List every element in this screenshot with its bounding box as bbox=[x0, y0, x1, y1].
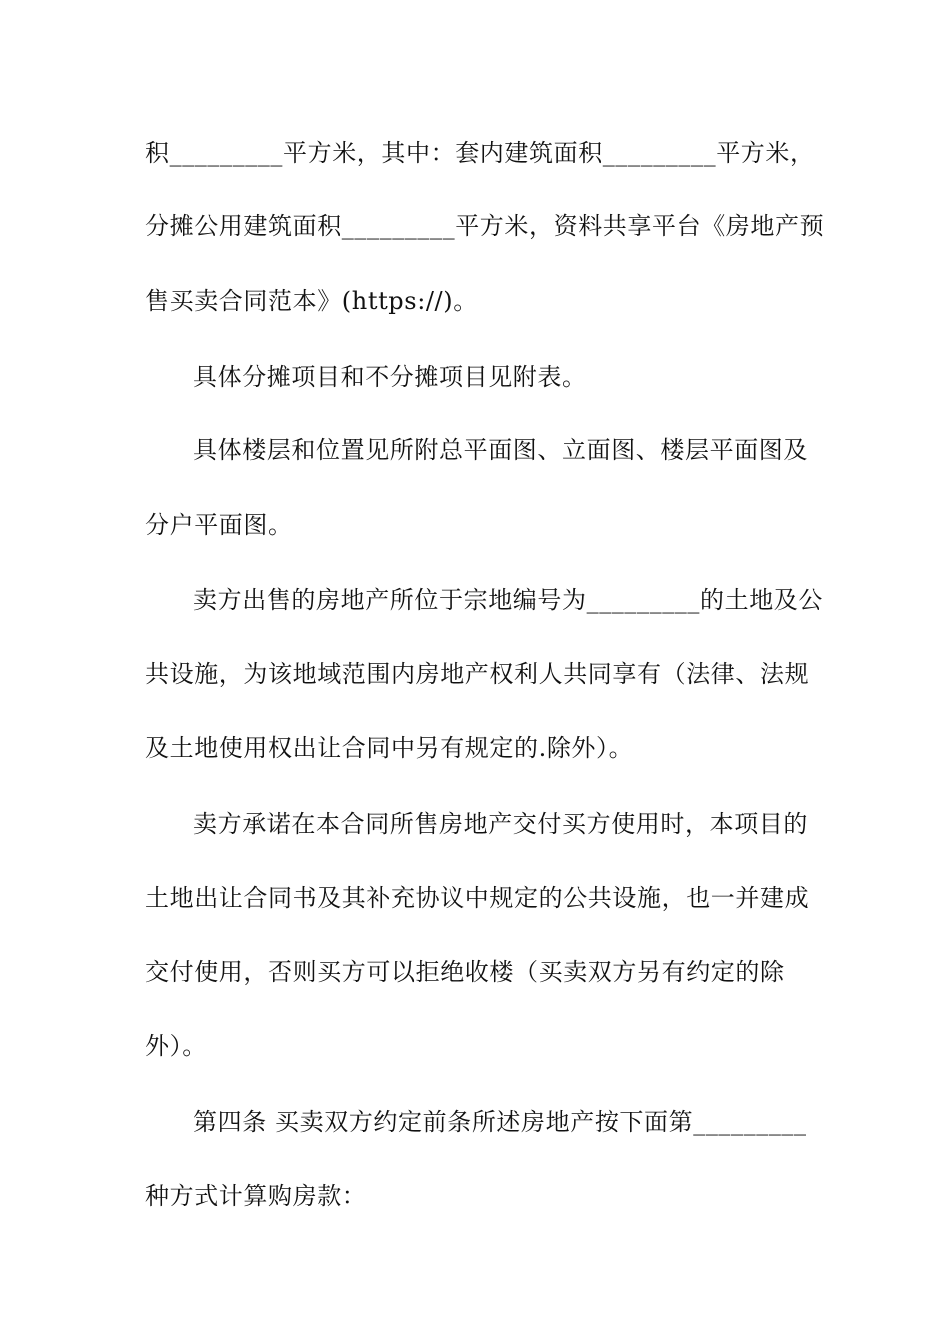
text-line: 售买卖合同范本》(https://)。 bbox=[145, 287, 478, 315]
text-line: 土地出让合同书及其补充协议中规定的公共设施，也一并建成 bbox=[145, 884, 810, 912]
text-line: 共设施，为该地域范围内房地产权利人共同享有（法律、法规 bbox=[145, 660, 810, 688]
article-heading-line: 第四条 买卖双方约定前条所述房地产按下面第_________ bbox=[193, 1108, 807, 1136]
text-line: 交付使用，否则买方可以拒绝收楼（买卖双方另有约定的除 bbox=[145, 958, 785, 986]
paragraph-line: 具体楼层和位置见所附总平面图、立面图、楼层平面图及 bbox=[193, 436, 808, 464]
text-line: 及土地使用权出让合同中另有规定的.除外）。 bbox=[145, 734, 634, 762]
text-line: 种方式计算购房款： bbox=[145, 1182, 367, 1210]
paragraph-line: 卖方承诺在本合同所售房地产交付买方使用时，本项目的 bbox=[193, 810, 808, 838]
text-line: 分摊公用建筑面积_________平方米，资料共享平台《房地产预 bbox=[145, 212, 825, 240]
paragraph-line: 卖方出售的房地产所位于宗地编号为_________的土地及公 bbox=[193, 586, 823, 614]
text-line: 积_________平方米，其中：套内建筑面积_________平方米， bbox=[145, 139, 815, 167]
paragraph-line: 具体分摊项目和不分摊项目见附表。 bbox=[193, 363, 587, 391]
text-line: 外）。 bbox=[145, 1032, 207, 1060]
text-line: 分户平面图。 bbox=[145, 511, 293, 539]
